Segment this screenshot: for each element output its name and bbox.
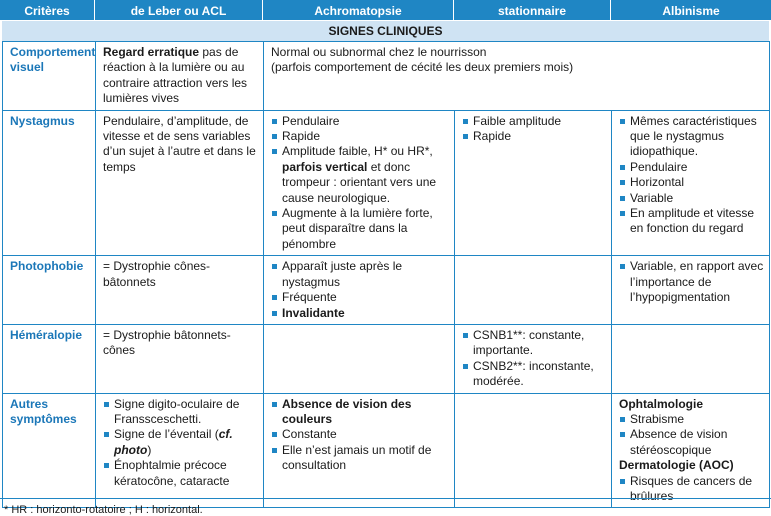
cell-csnb-nystagmus — [455, 110, 612, 256]
criteria-photophobie: Photophobie — [3, 256, 96, 325]
list-item: Constante — [271, 427, 450, 442]
cell-leber-hemeralopie: = Dystrophie bâtonnets-cônes — [96, 324, 264, 393]
list-item: Apparaît juste après le nystagmus — [271, 259, 450, 290]
subheading-ophtalmologie: Ophtalmologie — [619, 396, 703, 411]
text-bold-part: Invalidante — [282, 305, 345, 320]
list-item: Risques de cancers de brûlures — [619, 474, 765, 505]
cell-achro-photophobie — [264, 256, 455, 325]
list-item: Strabisme — [619, 412, 765, 427]
text-italic-part: cf. photo — [114, 427, 233, 457]
header-criteres-label: Critères — [24, 4, 70, 18]
list-item: CSNB2**: inconstante, modérée. — [462, 359, 607, 390]
section-title: SIGNES CLINIQUES — [2, 21, 769, 41]
cell-merged-comportement — [264, 42, 770, 111]
table-row — [3, 393, 770, 508]
header-csnb-label: stationnaire — [497, 4, 566, 18]
header-criteres — [0, 0, 95, 20]
cell-csnb-hemeralopie — [455, 324, 612, 393]
cell-csnb-photophobie — [455, 256, 612, 325]
cell-leber-photophobie: = Dystrophie cônes-bâtonnets — [96, 256, 264, 325]
cell-albinisme-photophobie — [612, 256, 770, 325]
cell-csnb-autres — [455, 393, 612, 508]
header-leber-label: de Leber ou ACL — [130, 4, 227, 18]
list-item: Variable — [619, 191, 765, 206]
list-item — [271, 397, 450, 428]
list-item: En amplitude et vitesse en fonction du regard — [619, 206, 765, 237]
list-item: Faible amplitude — [462, 114, 607, 129]
cell-achro-hemeralopie — [264, 324, 455, 393]
cell-leber-autres — [96, 393, 264, 508]
footnote: * HR : horizonto-rotatoire ; H : horizontal. — [0, 498, 771, 516]
cell-leber-comportement — [96, 42, 264, 111]
criteria-comportement: Comportement visuel — [3, 42, 96, 111]
text-regard-erratique: Regard erratique — [103, 45, 200, 59]
table-row — [3, 324, 770, 393]
list-item: Fréquente — [271, 290, 450, 305]
list-item: Horizontal — [619, 175, 765, 190]
text-part: Signe de l’éventail ( — [114, 427, 219, 442]
list-item: Pendulaire — [271, 114, 450, 129]
cell-albinisme-autres — [612, 393, 770, 508]
text-part: ) — [147, 442, 152, 457]
cell-leber-nystagmus: Pendulaire, d’amplitude, de vitesse et de sens variables d’un sujet à l’autre et dans le temps — [96, 110, 264, 256]
header-csnb — [454, 0, 611, 20]
list-item: Absence de vision stéréoscopique — [619, 427, 765, 458]
list-item: Signe digito-oculaire de Franssceschetti. — [103, 397, 259, 428]
list-item — [271, 306, 450, 321]
header-achromatopsie — [263, 0, 454, 20]
criteria-autres: Autres symptômes — [3, 393, 96, 508]
list-item: Augmente à la lumière forte, peut disparaître dans la pénombre — [271, 206, 450, 252]
cell-albinisme-hemeralopie — [612, 324, 770, 393]
cell-albinisme-nystagmus — [612, 110, 770, 256]
table-header — [0, 0, 771, 20]
header-albinisme — [611, 0, 771, 20]
list-item: Énophtalmie précoce kératocône, cataracte — [103, 458, 259, 489]
text-leber-comportement: pas de réaction à la lumière ou au contraire attraction vers les lumières vives — [103, 45, 248, 106]
header-achromatopsie-label: Achromatopsie — [314, 4, 402, 18]
header-albinisme-label: Albinisme — [662, 4, 720, 18]
list-item: Mêmes caractéristiques que le nystagmus idiopathique. — [619, 114, 765, 160]
list-item: Variable, en rapport avec l’importance de l’hypopigmentation — [619, 259, 765, 305]
table-row — [3, 110, 770, 256]
criteria-hemeralopie: Héméralopie — [3, 324, 96, 393]
list-item: CSNB1**: constante, importante. — [462, 328, 607, 359]
list-item — [271, 144, 450, 206]
text-merged-line1: Normal ou subnormal chez le nourrisson — [271, 45, 487, 59]
cell-achro-autres — [264, 393, 455, 508]
header-leber — [95, 0, 263, 20]
text-bold-part: parfois vertical — [282, 159, 368, 174]
list-item: Rapide — [462, 129, 607, 144]
criteria-nystagmus: Nystagmus — [3, 110, 96, 256]
text-part: Amplitude faible, H* ou HR*, — [282, 144, 433, 159]
subheading-dermatologie: Dermatologie (AOC) — [619, 458, 734, 473]
list-item: Elle n’est jamais un motif de consultation — [271, 443, 450, 474]
list-item: Rapide — [271, 129, 450, 144]
text-bold-part: Absence de vision des couleurs — [282, 396, 412, 426]
text-part: et donc trompeur : orientant vers une cause neurologique. — [282, 159, 437, 205]
list-item — [103, 427, 259, 458]
list-item: Pendulaire — [619, 160, 765, 175]
clinical-signs-table — [2, 41, 770, 508]
cell-achro-nystagmus — [264, 110, 455, 256]
table-row — [3, 256, 770, 325]
text-merged-line2: (parfois comportement de cécité les deux premiers mois) — [271, 60, 574, 75]
table-row — [3, 42, 770, 111]
